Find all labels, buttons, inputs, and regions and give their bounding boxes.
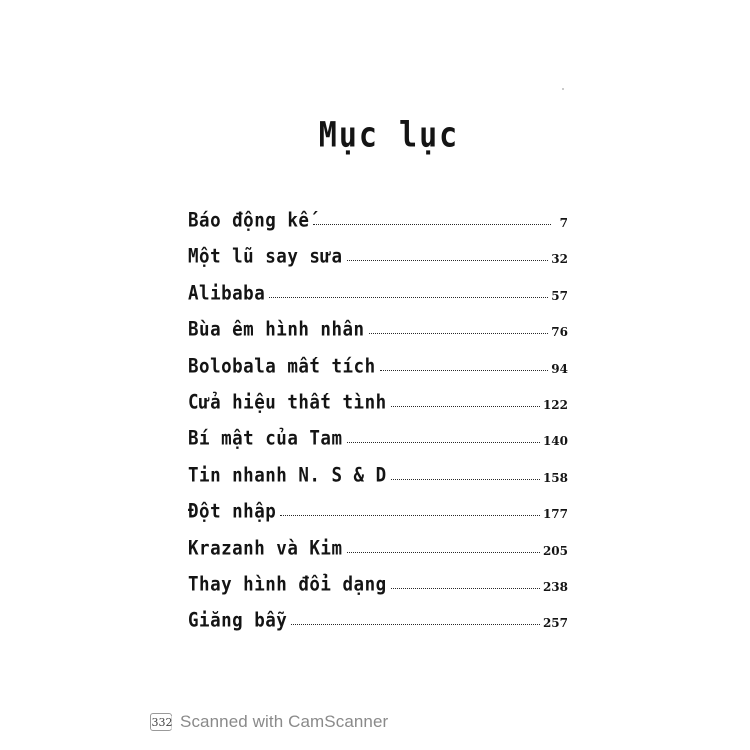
dot-leader	[391, 479, 540, 480]
toc-entry	[188, 209, 568, 248]
page-title: Mục lục	[318, 115, 460, 156]
toc-entry-page: 57	[551, 288, 568, 303]
toc-entry-title: Krazanh và Kim	[188, 537, 343, 560]
dot-leader	[347, 260, 549, 261]
dot-leader	[347, 442, 540, 443]
footer-page-number: 332	[151, 715, 173, 729]
toc-entry-page: 122	[542, 397, 568, 412]
toc-entry-title: Alibaba	[188, 282, 266, 305]
toc-entry	[188, 573, 568, 612]
dot-leader	[391, 588, 540, 589]
toc-entry	[188, 245, 568, 284]
scanner-footer	[150, 712, 388, 732]
toc-entry	[188, 500, 568, 539]
toc-entry	[188, 609, 568, 648]
dot-leader	[347, 552, 540, 553]
toc-entry	[188, 318, 568, 357]
toc-entry-title: Bolobala mất tích	[188, 355, 376, 378]
toc-entry-title: Báo động kế	[188, 209, 310, 232]
toc-entry-page: 158	[542, 470, 568, 485]
toc-entry	[188, 355, 568, 394]
toc-entry-title: Tin nhanh N. S & D	[188, 464, 387, 487]
dot-leader	[280, 515, 540, 516]
dot-leader	[313, 224, 551, 225]
toc-entry-title: Cửa hiệu thất tình	[188, 391, 387, 414]
toc-entry	[188, 427, 568, 466]
scan-speck	[562, 88, 564, 90]
toc-entry-page: 76	[551, 325, 568, 340]
dot-leader	[269, 297, 548, 298]
toc-entry	[188, 391, 568, 430]
toc-entry-page: 205	[542, 543, 568, 558]
toc-entry	[188, 464, 568, 503]
toc-entry-title: Bùa êm hình nhân	[188, 318, 365, 342]
toc-entry-page: 7	[559, 216, 568, 230]
scanner-watermark-text: Scanned with CamScanner	[180, 712, 389, 731]
toc-entry-title: Đột nhập	[188, 500, 277, 524]
toc-entry	[188, 282, 568, 321]
toc-entry-page: 177	[542, 507, 568, 522]
toc-entry	[188, 537, 568, 576]
toc-entry-page: 140	[542, 434, 568, 449]
toc-entry-title: Một lũ say sưa	[188, 245, 343, 269]
toc-entry-page: 32	[551, 252, 568, 267]
toc-entry-page: 94	[551, 361, 568, 376]
toc-entry-title: Giăng bẫy	[188, 609, 288, 633]
toc-entry-page: 257	[542, 616, 568, 631]
toc-entry-title: Thay hình đổi dạng	[188, 573, 387, 596]
dot-leader	[380, 370, 549, 371]
toc-entry-page: 238	[542, 579, 568, 594]
table-of-contents	[188, 209, 568, 649]
toc-entry-title: Bí mật của Tam	[188, 427, 343, 451]
dot-leader	[391, 406, 540, 407]
footer-page-number-area	[150, 713, 174, 731]
dot-leader	[369, 333, 549, 334]
dot-leader	[291, 624, 540, 625]
